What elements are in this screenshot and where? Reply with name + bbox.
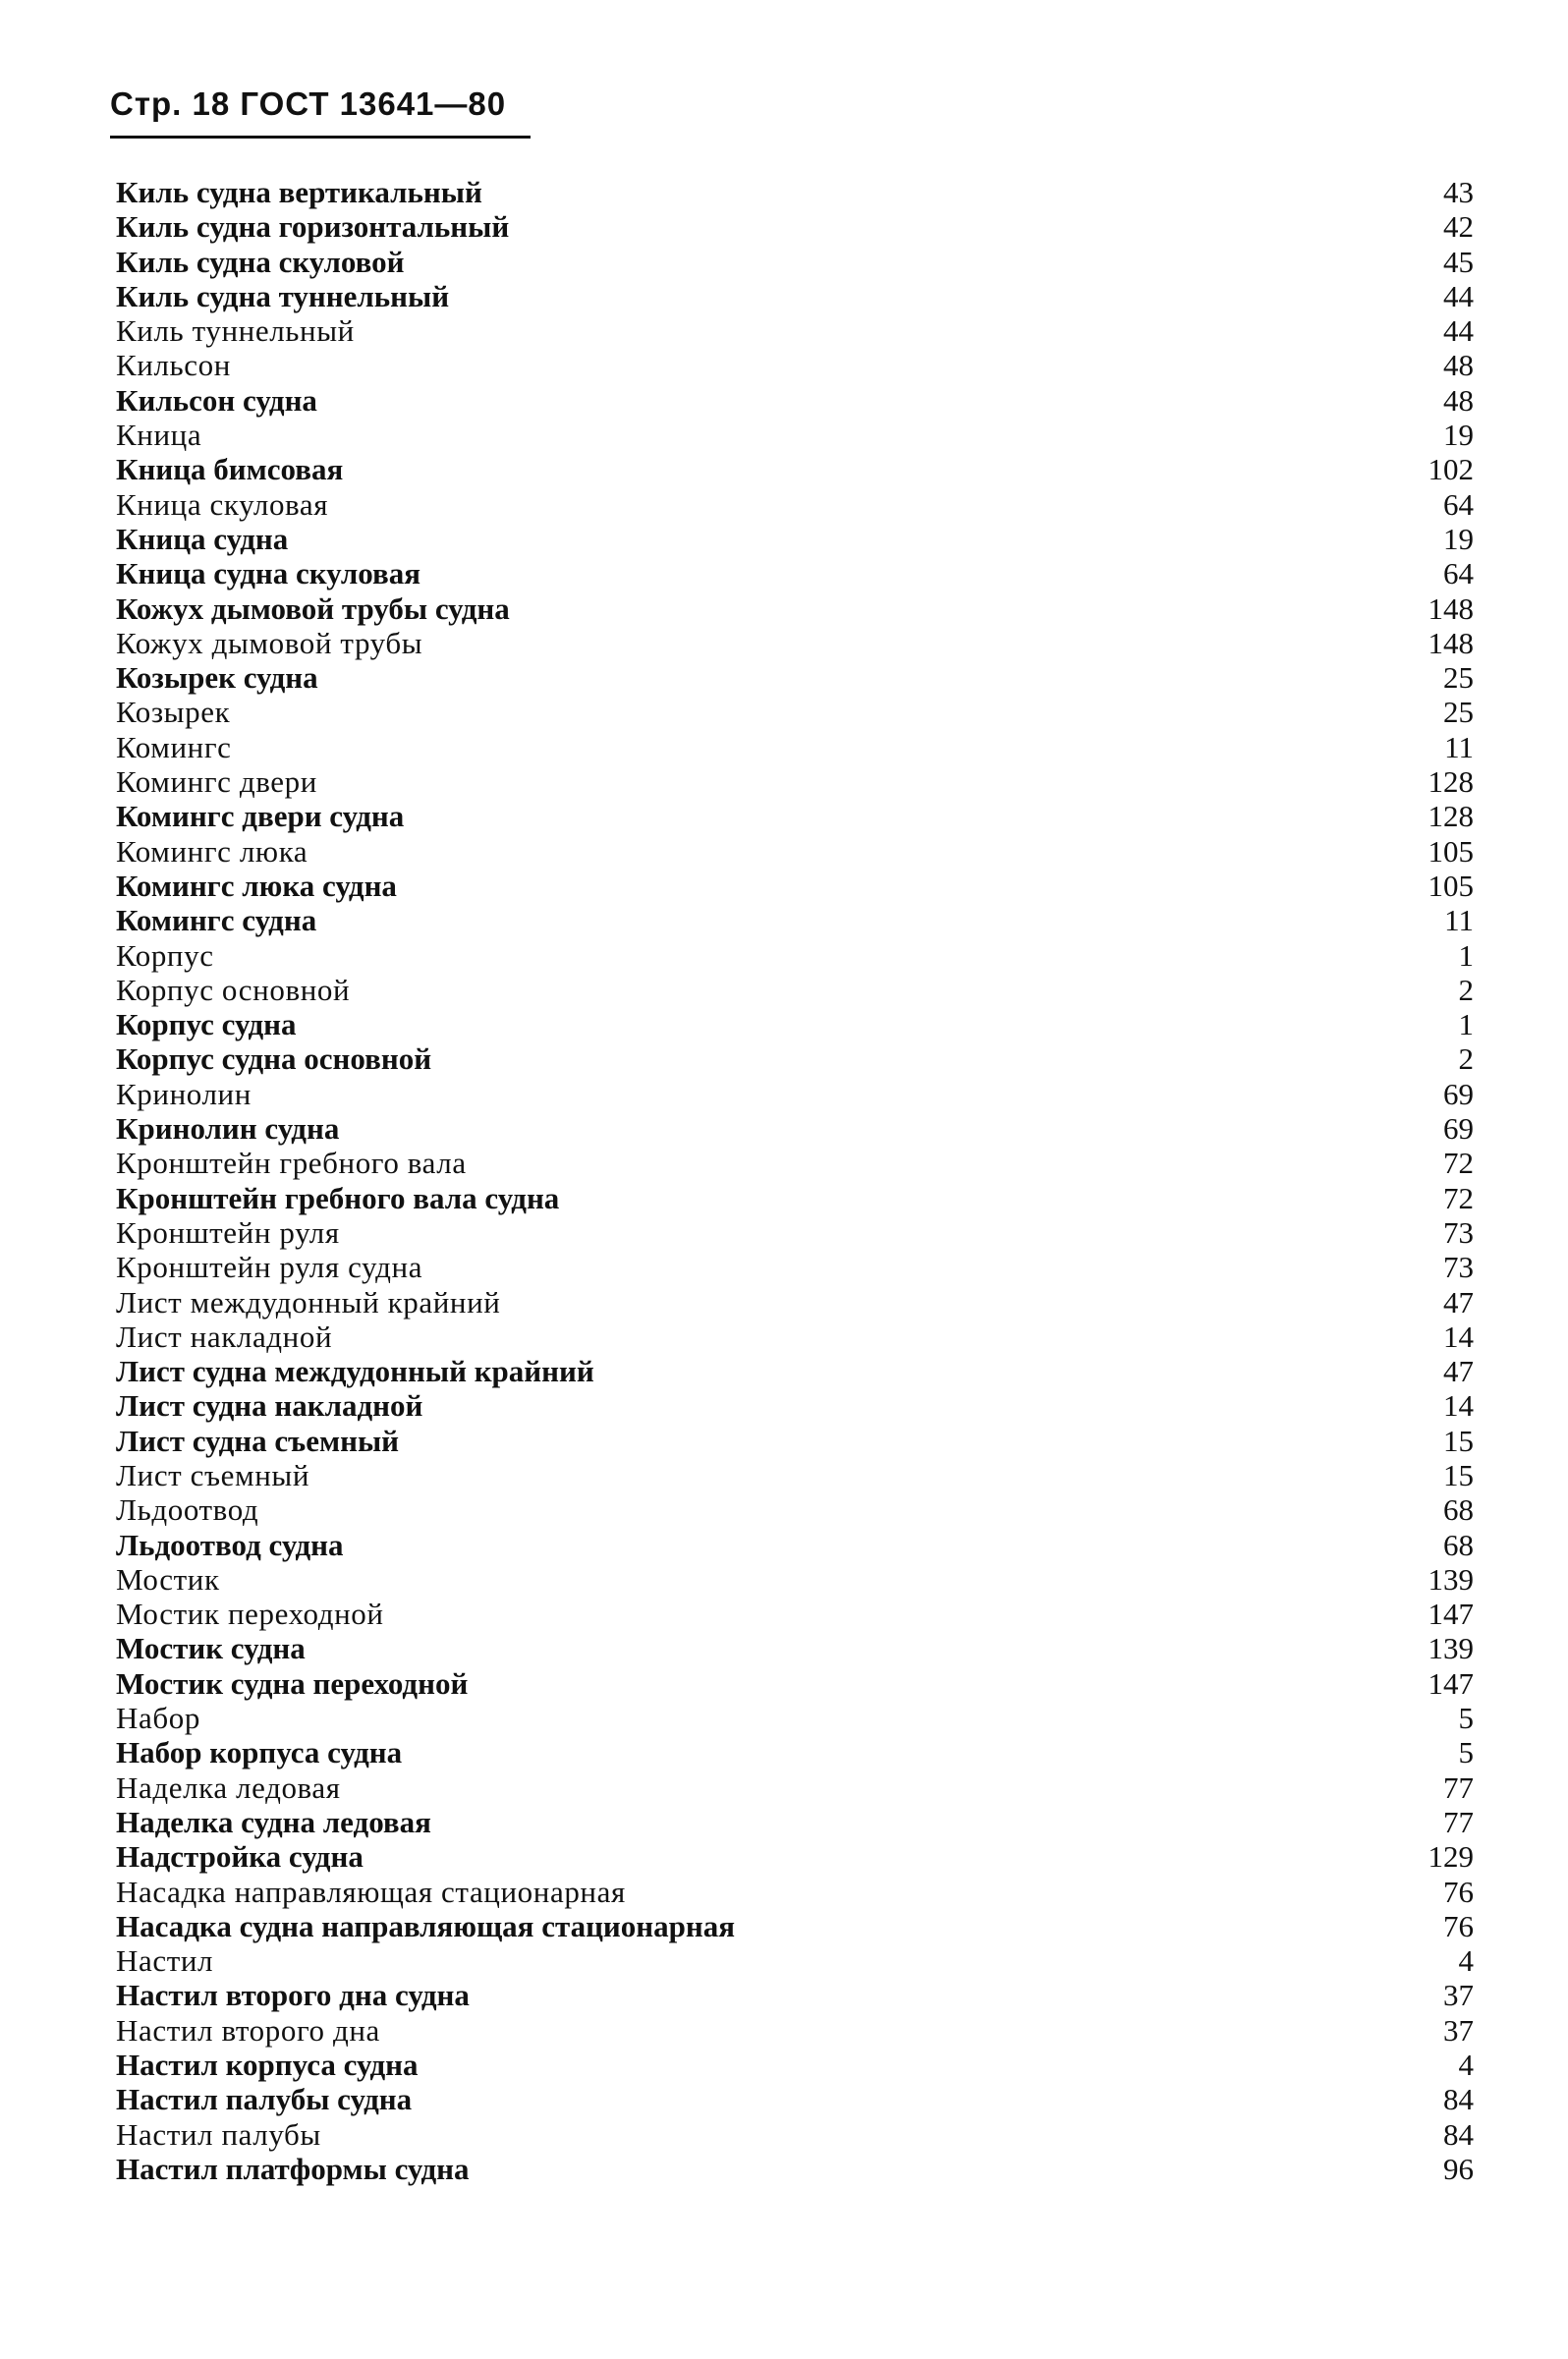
index-term-number: 5: [1458, 1701, 1474, 1736]
index-term: Комингс люка судна: [116, 868, 397, 903]
index-entry: [116, 1909, 1474, 1943]
index-entry: [116, 2082, 1474, 2116]
index-term: Настил: [116, 1943, 214, 1979]
index-term: Корпус судна: [116, 1007, 297, 1042]
index-term-number: 19: [1443, 418, 1474, 453]
index-term: Лист судна съемный: [116, 1423, 400, 1458]
index-term: Корпус: [116, 937, 214, 973]
index-term: Кильсон судна: [116, 382, 317, 418]
index-term-number: 84: [1443, 2116, 1474, 2152]
index-term-number: 76: [1443, 1908, 1474, 1943]
term-index-list: [116, 175, 1474, 2186]
index-entry: [116, 973, 1474, 1007]
index-entry: [116, 1146, 1474, 1180]
page-header-text: Стр. 18 ГОСТ 13641—80: [110, 85, 507, 122]
index-term: Комингс двери судна: [116, 799, 405, 834]
index-term-number: 44: [1443, 278, 1474, 313]
index-term-number: 105: [1428, 868, 1474, 903]
index-term: Киль туннельный: [116, 313, 355, 349]
index-term-number: 69: [1443, 1111, 1474, 1147]
index-term: Льдоотвод: [116, 1492, 259, 1528]
index-term-number: 147: [1428, 1597, 1474, 1632]
index-entry: [116, 522, 1474, 556]
index-term-number: 148: [1428, 590, 1474, 626]
index-entry: [116, 383, 1474, 418]
index-term: Комингс: [116, 729, 232, 764]
index-term-number: 37: [1443, 1978, 1474, 2013]
index-term-number: 2: [1458, 972, 1474, 1007]
index-term: Кница судна: [116, 521, 289, 556]
index-entry: [116, 1424, 1474, 1458]
index-term-number: 37: [1443, 2012, 1474, 2048]
index-term: Кринолин: [116, 1076, 252, 1111]
index-term-number: 77: [1443, 1804, 1474, 1839]
index-term: Кринолин судна: [116, 1111, 340, 1147]
index-term: Корпус судна основной: [116, 1041, 432, 1077]
index-term-number: 11: [1444, 729, 1474, 764]
index-entry: [116, 938, 1474, 973]
index-entry: [116, 1077, 1474, 1111]
index-term: Настил палубы: [116, 2116, 321, 2152]
index-entry: [116, 1770, 1474, 1805]
index-term: Льдоотвод судна: [116, 1527, 344, 1562]
index-entry: [116, 903, 1474, 937]
index-term-number: 19: [1443, 521, 1474, 556]
index-term-number: 48: [1443, 382, 1474, 418]
index-entry: [116, 1839, 1474, 1874]
index-entry: [116, 1458, 1474, 1492]
index-term: Кронштейн руля судна: [116, 1250, 423, 1285]
index-term-number: 139: [1428, 1631, 1474, 1666]
index-term-number: 72: [1443, 1180, 1474, 1215]
index-term-number: 43: [1443, 175, 1474, 209]
index-term: Кожух дымовой трубы: [116, 625, 423, 660]
index-term-number: 47: [1443, 1354, 1474, 1389]
index-entry: [116, 2117, 1474, 2152]
index-term: Наделка ледовая: [116, 1769, 341, 1805]
index-term: Мостик: [116, 1561, 220, 1597]
index-term: Лист судна накладной: [116, 1388, 423, 1424]
index-term-number: 73: [1443, 1250, 1474, 1285]
index-term: Козырек судна: [116, 660, 318, 696]
index-entry: [116, 591, 1474, 626]
index-entry: [116, 1492, 1474, 1527]
index-term: Настил палубы судна: [116, 2082, 413, 2117]
index-term: Кожух дымовой трубы судна: [116, 590, 510, 626]
index-term: Киль судна туннельный: [116, 278, 450, 313]
index-term: Киль судна скуловой: [116, 244, 405, 279]
index-term: Насадка судна направляющая стационарная: [116, 1908, 736, 1943]
page-header: [110, 84, 532, 143]
index-term-number: 105: [1428, 833, 1474, 869]
index-entry: [116, 834, 1474, 869]
index-term-number: 147: [1428, 1665, 1474, 1701]
index-term-number: 47: [1443, 1284, 1474, 1320]
index-term: Набор: [116, 1701, 200, 1736]
index-term-number: 45: [1443, 244, 1474, 279]
index-entry: [116, 869, 1474, 903]
index-term: Комингс люка: [116, 833, 308, 869]
index-entry: [116, 799, 1474, 833]
index-term-number: 73: [1443, 1214, 1474, 1250]
index-term: Лист судна междудонный крайний: [116, 1354, 594, 1389]
index-entry: [116, 1041, 1474, 1076]
index-entry: [116, 245, 1474, 279]
index-term: Лист съемный: [116, 1457, 310, 1492]
index-entry: [116, 487, 1474, 522]
index-term-number: 1: [1458, 937, 1474, 973]
index-term: Настил второго дна судна: [116, 1978, 470, 2013]
index-term-number: 4: [1458, 1943, 1474, 1979]
index-term: Настил корпуса судна: [116, 2048, 419, 2083]
index-entry: [116, 418, 1474, 452]
index-entry: [116, 660, 1474, 695]
index-term-number: 1: [1458, 1007, 1474, 1042]
index-entry: [116, 1735, 1474, 1769]
index-term-number: 139: [1428, 1561, 1474, 1597]
index-term-number: 69: [1443, 1076, 1474, 1111]
index-term: Кница скуловая: [116, 486, 329, 522]
index-entry: [116, 1875, 1474, 1909]
index-entry: [116, 1181, 1474, 1215]
index-entry: [116, 2152, 1474, 2186]
index-term-number: 96: [1443, 2151, 1474, 2186]
index-entry: [116, 1562, 1474, 1597]
index-term-number: 77: [1443, 1769, 1474, 1805]
index-term: Комингс судна: [116, 903, 317, 938]
index-term: Настил второго дна: [116, 2012, 380, 2048]
index-entry: [116, 348, 1474, 382]
index-entry: [116, 1354, 1474, 1388]
index-term: Комингс двери: [116, 764, 317, 800]
index-term-number: 44: [1443, 313, 1474, 349]
header-rule: [110, 136, 531, 139]
index-entry: [116, 1215, 1474, 1250]
index-term-number: 2: [1458, 1041, 1474, 1077]
index-term-number: 14: [1443, 1319, 1474, 1354]
index-entry: [116, 626, 1474, 660]
index-term: Лист междудонный крайний: [116, 1284, 501, 1320]
index-term: Киль судна горизонтальный: [116, 209, 510, 245]
index-entry: [116, 1597, 1474, 1631]
index-entry: [116, 209, 1474, 244]
index-entry: [116, 764, 1474, 799]
index-term-number: 48: [1443, 348, 1474, 383]
index-term-number: 68: [1443, 1492, 1474, 1528]
index-entry: [116, 1007, 1474, 1041]
index-term-number: 129: [1428, 1839, 1474, 1875]
index-term-number: 15: [1443, 1423, 1474, 1458]
index-term-number: 42: [1443, 209, 1474, 245]
index-term-number: 11: [1444, 903, 1474, 938]
index-entry: [116, 279, 1474, 313]
index-term: Козырек: [116, 695, 231, 730]
index-entry: [116, 1111, 1474, 1146]
index-entry: [116, 175, 1474, 209]
index-term: Кница судна скуловая: [116, 556, 421, 591]
index-term: Кронштейн гребного вала: [116, 1146, 467, 1181]
index-term: Киль судна вертикальный: [116, 175, 482, 209]
index-term: Кница бимсовая: [116, 452, 344, 487]
index-entry: [116, 1805, 1474, 1839]
index-term-number: 128: [1428, 799, 1474, 834]
index-entry: [116, 1631, 1474, 1665]
index-entry: [116, 1250, 1474, 1284]
index-term: Кница: [116, 418, 202, 453]
index-entry: [116, 1388, 1474, 1423]
index-entry: [116, 1978, 1474, 2012]
index-term: Корпус основной: [116, 972, 351, 1007]
index-term: Мостик судна: [116, 1631, 306, 1666]
index-term-number: 76: [1443, 1874, 1474, 1909]
index-entry: [116, 2013, 1474, 2048]
index-term-number: 14: [1443, 1388, 1474, 1424]
index-term-number: 4: [1458, 2048, 1474, 2083]
index-term: Наделка судна ледовая: [116, 1804, 431, 1839]
index-term: Набор корпуса судна: [116, 1735, 403, 1770]
index-entry: [116, 556, 1474, 590]
index-entry: [116, 1943, 1474, 1978]
index-term-number: 64: [1443, 556, 1474, 591]
index-term-number: 15: [1443, 1457, 1474, 1492]
index-entry: [116, 452, 1474, 486]
index-term: Кронштейн руля: [116, 1214, 340, 1250]
index-term: Насадка направляющая стационарная: [116, 1874, 626, 1909]
index-entry: [116, 730, 1474, 764]
index-term-number: 68: [1443, 1527, 1474, 1562]
index-term: Лист накладной: [116, 1319, 333, 1354]
index-term-number: 84: [1443, 2082, 1474, 2117]
index-entry: [116, 313, 1474, 348]
index-entry: [116, 1528, 1474, 1562]
index-term-number: 72: [1443, 1146, 1474, 1181]
index-entry: [116, 1285, 1474, 1320]
index-entry: [116, 1666, 1474, 1701]
index-term-number: 25: [1443, 695, 1474, 730]
index-term: Мостик судна переходной: [116, 1665, 469, 1701]
index-entry: [116, 1320, 1474, 1354]
index-term-number: 64: [1443, 486, 1474, 522]
index-term-number: 25: [1443, 660, 1474, 696]
index-entry: [116, 1701, 1474, 1735]
index-term: Мостик переходной: [116, 1597, 384, 1632]
index-term-number: 5: [1458, 1735, 1474, 1770]
index-term-number: 128: [1428, 764, 1474, 800]
index-term-number: 148: [1428, 625, 1474, 660]
index-term: Надстройка судна: [116, 1839, 364, 1875]
index-term: Кронштейн гребного вала судна: [116, 1180, 560, 1215]
index-entry: [116, 2048, 1474, 2082]
index-term-number: 102: [1428, 452, 1474, 487]
index-term: Настил платформы судна: [116, 2151, 470, 2186]
index-entry: [116, 695, 1474, 729]
index-term: Кильсон: [116, 348, 231, 383]
